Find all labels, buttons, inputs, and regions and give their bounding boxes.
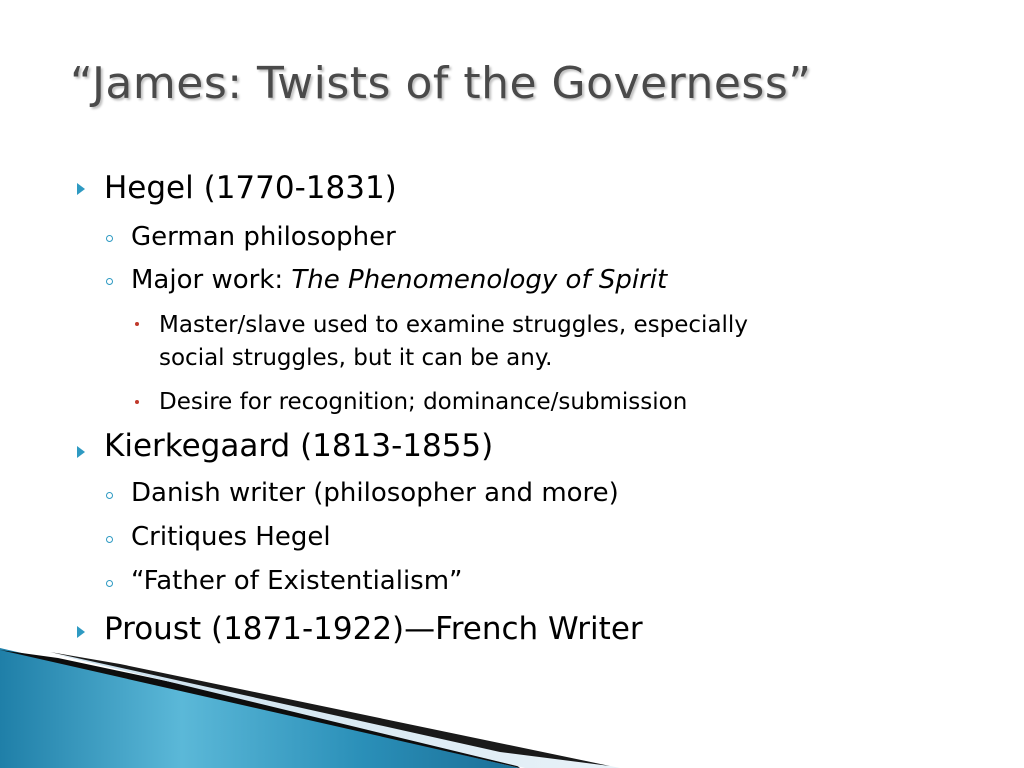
bullet-german-philosopher: German philosopher <box>131 222 396 252</box>
bullet-danish-writer: Danish writer (philosopher and more) <box>131 478 619 508</box>
bullet-father-existentialism: “Father of Existentialism” <box>131 566 463 596</box>
bullet-master-slave-line1: Master/slave used to examine struggles, especially <box>159 312 748 338</box>
bullet-hegel: Hegel (1770-1831) <box>104 170 397 206</box>
major-work-title: The Phenomenology of Spirit <box>291 265 668 295</box>
major-work-label: Major work: <box>131 265 292 295</box>
bullet-desire-recognition: Desire for recognition; dominance/submission <box>159 389 688 415</box>
bullet-master-slave-line2: social struggles, but it can be any. <box>159 345 553 371</box>
bullet-kierkegaard: Kierkegaard (1813-1855) <box>104 428 494 464</box>
bullet-proust: Proust (1871-1922)—French Writer <box>104 611 643 647</box>
bullet-critiques-hegel: Critiques Hegel <box>131 522 331 552</box>
slide-title: “James: Twists of the Governess” <box>70 58 812 109</box>
